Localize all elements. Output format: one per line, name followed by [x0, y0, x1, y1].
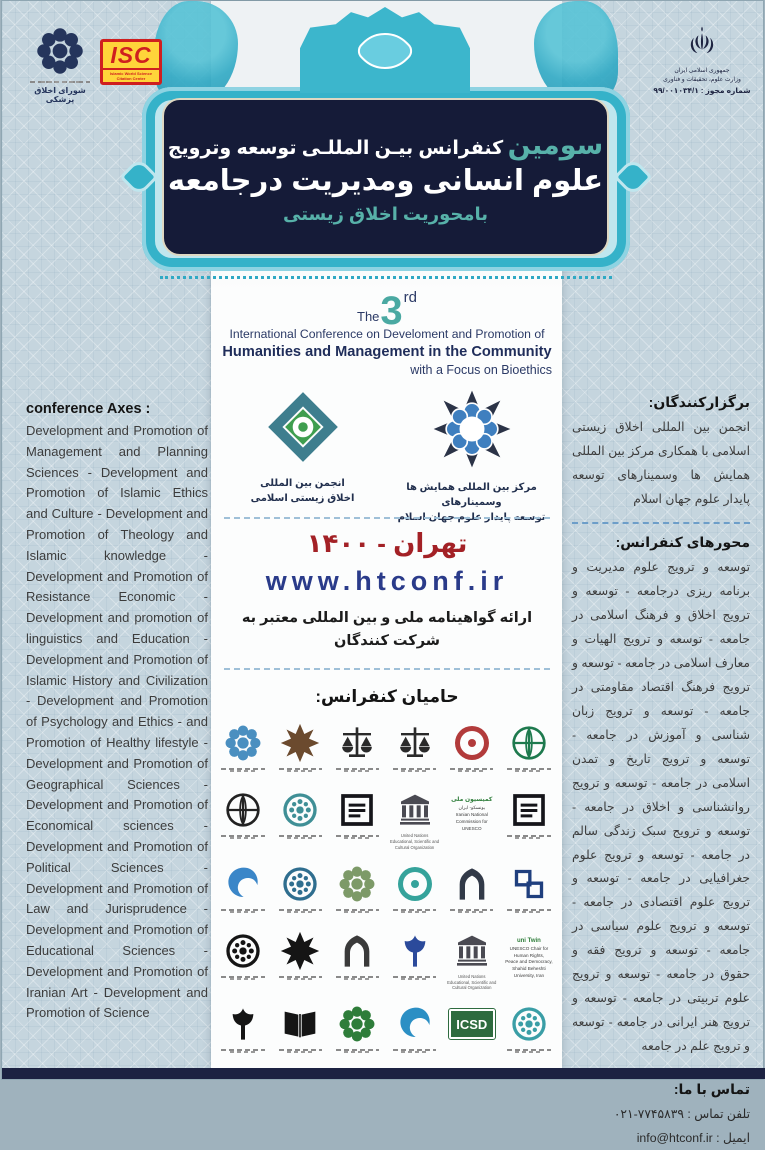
sponsor-caption-squiggle — [393, 1049, 436, 1051]
sponsors-grid — [216, 723, 556, 1058]
footer-bar — [2, 1068, 765, 1079]
organizers-body: انجمن بین المللی اخلاق زیستی اسلامی با همکاری مرکز بین المللی همایش ها وسمینارهای توسعه پایدار علوم جهان اسلام — [572, 420, 750, 506]
banner-line1-rest: کنفرانس بیـن المللـی توسعه وترویج — [167, 137, 504, 159]
certificate-note — [218, 607, 556, 653]
right-separator-1 — [572, 522, 750, 524]
sponsor-logo-compass-university-seal — [273, 864, 327, 918]
unesco-organization-2-icon — [452, 931, 492, 971]
sponsor-caption-squiggle — [221, 976, 264, 978]
sponsor-caption: United Nations Educational, Scientific and Cultural Organization — [447, 973, 497, 991]
unitwin-unesco-chair-icon: uni Twin UNESCO Chair for Human Rights, Peace and Democracy, Shahid Beheshti University, Iran — [505, 937, 553, 979]
bioethics-association-caption — [225, 476, 380, 506]
dark-arch-institute-icon — [452, 864, 492, 904]
sbmu-caption-squiggle — [30, 81, 91, 83]
english-title-number: 3 — [380, 289, 403, 333]
organizer-logos — [218, 389, 556, 525]
sponsor-caption-squiggle — [336, 835, 379, 837]
conference-center-logo — [394, 389, 549, 525]
sponsor-logo-unesco-organization-2 — [445, 931, 499, 992]
caption-line: توسعه پایدار علوم جهان اسلام — [397, 512, 546, 523]
bioethics-association-icon — [265, 389, 341, 465]
axes-heading-fa: محورهای کنفرانس: — [615, 533, 750, 550]
caption-line: انجمن بین المللی — [260, 478, 345, 489]
black-star-mandala-icon — [280, 931, 320, 971]
axes-body-fa: توسعه و ترویج علوم مدیریت و برنامه ریزی درجامعه - توسعه و ترویج اخلاق و فرهنگ اسلامی در جامعه - توسعه و ترویج الهیات و معارف اسلامی در جامعه - توسعه و ترویج فرهنگ اقتصاد مقاومتی در جامعه - توسعه و ترویج زبان شناسی و آموزش در جامعه - توسعه و ترویج تاریخ و تمدن اسلامی در جامعه - توسعه و ترویج روانشناسی و اخلاق در جامعه - توسعه و ترویج سبک زندگی سالم در جامعه - توسعه و ترویج علوم جغرافیایی در جامعه - توسعه و ترویج علوم اقتصادی در جامعه - توسعه و ترویج علوم سیاسی در جامعه - توسعه و ترویج فقه و حقوق در جامعه - توسعه و ترویج علوم تربیتی در جامعه - توسعه و ترویج هنر ایرانی در جامعه - توسعه و ترویج علم در جامعه — [572, 559, 750, 1054]
isc-subtitle: Islamic World Science Citation Center — [103, 68, 159, 81]
black-book-university-icon — [280, 1004, 320, 1044]
conference-axes-heading: conference Axes : — [26, 401, 151, 417]
unesco-iran-commission-icon: کمیسیون ملی یونسکو- ایران Iranian National Commission for UNESCO — [451, 797, 493, 831]
email-line — [572, 1127, 750, 1150]
sponsor-caption-squiggle — [279, 909, 322, 911]
banner-line2: علوم انسانی ومدیریت درجامعه — [167, 164, 604, 197]
conference-poster — [1, 0, 764, 1145]
phone-number[interactable]: ۰۲۱-۷۷۴۵۸۳۹ — [613, 1107, 684, 1122]
blue-flower-society-icon — [223, 723, 263, 763]
sponsor-caption-squiggle — [393, 976, 436, 978]
english-title-block — [218, 289, 556, 377]
red-blue-law-circle-icon — [452, 723, 492, 763]
phone-label: تلفن تماس : — [683, 1107, 750, 1122]
sponsor-logo-qom-tech-university-knot — [502, 864, 556, 918]
sponsor-caption-squiggle — [336, 976, 379, 978]
conference-axes-body: Development and Promotion of Management and Planning Sciences - Development and Promotion of Islamic Ethics and Culture - Development and Promotion of Theology and Islamic knowledge - Development and Promotion of Resistance Economic - Development and promotion of linguistics and Education - Development and Promotion of Islamic History and Civilization - Development and Promotion of Psychology and Ethics - and Promotion of Healthy lifestyle - Development and Promotion of Geographical Sciences - Development and Promotion of Economical sciences - Development and Promotion of Political Sciences - Development and Promotion of Law and Jurisprudence - Development and Promotion of Educational Sciences - Development and Promotion of Iranian Art - Development and Promotion of Science — [26, 423, 208, 1021]
sponsor-logo-gold-star-center — [273, 723, 327, 777]
sponsor-logo-teal-mandala-research-center — [273, 790, 327, 851]
beheshti-university-seal-1-icon — [337, 790, 377, 830]
sponsor-logo-blue-wave-development-center — [388, 1004, 442, 1058]
compass-university-seal-icon — [280, 864, 320, 904]
teal-wave-circle-center-icon — [395, 864, 435, 904]
website-link[interactable]: www.htconf.ir — [265, 566, 509, 596]
permit-number: شماره مجوز : ۹۹/۰۰۱۰۳۴/۱ — [653, 86, 751, 95]
sponsor-logo-dark-arch-institute — [445, 864, 499, 918]
contact-heading: تماس با ما: — [673, 1081, 750, 1098]
sponsor-caption-squiggle — [279, 835, 322, 837]
sponsor-caption-squiggle — [336, 909, 379, 911]
sponsor-caption-squiggle — [221, 909, 264, 911]
blue-wave-development-center-icon — [395, 1004, 435, 1044]
medical-council-iran-icon — [337, 1004, 377, 1044]
english-title-line1: International Conference on Develoment and Promotion of — [229, 327, 545, 341]
sponsor-caption: United Nations Educational, Scientific and Cultural Organization — [390, 833, 440, 850]
sponsor-caption-squiggle — [450, 909, 493, 911]
mosque-arch-university-icon — [337, 931, 377, 971]
certificate-line2: شرکت کنندگان — [334, 633, 440, 650]
emblem-line-1: جمهوری اسلامی ایران — [674, 68, 730, 74]
sponsor-logo-teal-flower-society-iran — [502, 1004, 556, 1058]
sponsor-logo-unitwin-unesco-chair — [502, 931, 556, 992]
conference-center-icon — [432, 389, 512, 469]
isc-label: ISC — [110, 42, 152, 68]
city-year: تهران - ۱۴۰۰ — [306, 528, 468, 558]
sponsor-logo-beheshti-university-seal-1 — [330, 790, 384, 851]
english-title-line2: Humanities and Management in the Community — [222, 344, 552, 360]
english-title-row1 — [218, 289, 556, 333]
certificate-line1: ارائه گواهینامه ملی و بین المللی معتبر به — [241, 610, 533, 626]
blue-swirl-organization-icon — [223, 864, 263, 904]
banner-ordinal-fa: سومین — [507, 129, 604, 160]
email-label: ایمیل : — [712, 1130, 750, 1145]
sponsor-caption-squiggle — [221, 835, 264, 837]
sponsor-logo-globe-hands-commission — [216, 790, 270, 851]
floral-law-society-seal-icon — [337, 864, 377, 904]
sponsor-logo-icsd — [445, 1004, 499, 1058]
english-title-line3: with a Focus on Bioethics — [410, 363, 552, 377]
sbmu-caption: شورای اخلاق پزشکی — [34, 86, 86, 104]
persian-info-column — [572, 394, 750, 1150]
sponsor-logo-azad-university — [388, 931, 442, 992]
justice-scales-1-icon — [337, 723, 377, 763]
caption-line: اخلاق زیستی اسلامی — [250, 493, 355, 504]
sponsor-logo-mosque-arch-university — [330, 931, 384, 992]
sponsors-heading: حامیان کنفرانس: — [315, 687, 459, 706]
teal-mandala-research-center-icon — [280, 790, 320, 830]
black-tulip-organization-icon — [223, 1004, 263, 1044]
sponsor-logo-unesco-organization — [388, 790, 442, 851]
teal-flower-society-iran-icon — [509, 1004, 549, 1044]
qom-tech-university-knot-icon — [509, 864, 549, 904]
english-title-ordinal: rd — [403, 289, 417, 306]
azad-university-icon — [395, 931, 435, 971]
emblem-line-2: وزارت علوم، تحقیقات و فناوری — [663, 77, 741, 83]
sponsor-logo-black-book-university — [273, 1004, 327, 1058]
sponsor-logo-beheshti-university-seal-2 — [502, 790, 556, 851]
iran-emblem-block — [650, 21, 754, 96]
sbmu-mandala-icon — [34, 25, 86, 77]
sponsor-logo-isesco-globe — [502, 723, 556, 777]
justice-scales-2-icon — [395, 723, 435, 763]
phone-line — [572, 1103, 750, 1126]
sponsor-logo-black-star-mandala — [273, 931, 327, 992]
center-separator-2 — [224, 668, 550, 670]
crown-medallion — [354, 20, 416, 82]
sponsor-caption-squiggle — [393, 909, 436, 911]
icsd-icon: ICSD — [449, 1009, 495, 1039]
sponsor-caption-squiggle — [279, 976, 322, 978]
sponsor-caption-squiggle — [221, 1049, 264, 1051]
organizers-heading: برگزارکنندگان: — [648, 394, 750, 410]
sponsor-caption-squiggle — [393, 768, 436, 770]
sponsor-logo-teal-wave-circle-center — [388, 864, 442, 918]
globe-hands-commission-icon — [223, 790, 263, 830]
sponsor-logo-blue-swirl-organization — [216, 864, 270, 918]
main-title-banner — [162, 98, 609, 256]
sponsor-logo-blue-flower-society — [216, 723, 270, 777]
email-value[interactable]: info@htconf.ir — [636, 1130, 713, 1145]
sponsor-caption-squiggle — [279, 768, 322, 770]
sponsor-caption-squiggle — [336, 768, 379, 770]
gold-star-center-icon — [280, 723, 320, 763]
center-separator-1 — [224, 517, 550, 519]
bioethics-association-logo — [225, 389, 380, 506]
sponsor-caption-squiggle — [336, 1049, 379, 1051]
banner-line1 — [168, 130, 603, 161]
sponsor-caption-squiggle — [507, 909, 550, 911]
sponsor-logo-justice-scales-2 — [388, 723, 442, 777]
isesco-globe-icon — [509, 723, 549, 763]
sponsor-caption-squiggle — [507, 1049, 550, 1051]
unesco-organization-icon — [395, 790, 435, 830]
sponsor-logo-justice-scales-1 — [330, 723, 384, 777]
isc-logo — [100, 39, 162, 85]
sponsor-logo-unesco-iran-commission — [445, 790, 499, 851]
iran-emblem-icon — [681, 21, 723, 67]
sponsor-logo-black-tulip-organization — [216, 1004, 270, 1058]
medical-ethics-council-logo — [22, 25, 98, 104]
jahad-daneshgahi-icon — [223, 931, 263, 971]
sponsor-logo-jahad-daneshgahi — [216, 931, 270, 992]
sponsor-caption-squiggle — [507, 768, 550, 770]
sponsor-logo-medical-council-iran — [330, 1004, 384, 1058]
caption-line: مرکز بین المللی همایش ها وسمینارهای — [406, 482, 537, 508]
sponsor-caption-squiggle — [450, 768, 493, 770]
english-title-the: The — [357, 309, 380, 324]
sponsor-logo-red-blue-law-circle — [445, 723, 499, 777]
sponsor-caption-squiggle — [221, 768, 264, 770]
conference-axes-column — [26, 401, 208, 1024]
sponsor-caption-squiggle — [279, 1049, 322, 1051]
sponsor-logo-floral-law-society-seal — [330, 864, 384, 918]
banner-line3: بامحوریت اخلاق زیستی — [283, 203, 488, 224]
beheshti-university-seal-2-icon — [509, 790, 549, 830]
sponsor-caption-squiggle — [507, 835, 550, 837]
